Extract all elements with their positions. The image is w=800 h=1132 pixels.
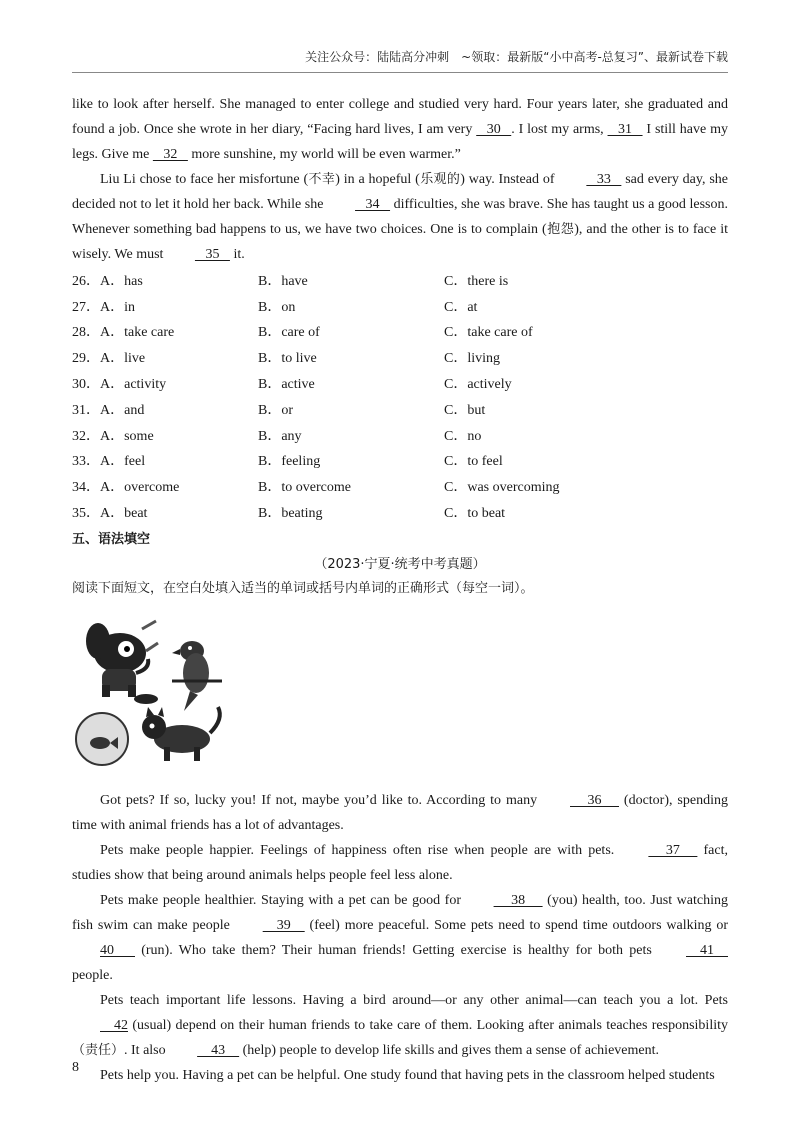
blank-40: 40 [100, 942, 135, 958]
passage2-paragraph3 [72, 888, 728, 988]
blank-37: 37 [648, 842, 698, 858]
text-run: Liu Li chose to face her misfortune ( [100, 172, 309, 187]
option-c: C．living [444, 351, 501, 367]
blank-34: 34 [355, 197, 391, 212]
text-run: (doctor), spending time with animal friends has a lot of advantages. [72, 792, 728, 833]
answer-options [72, 267, 728, 525]
option-a: 33．A．feel [72, 454, 146, 470]
passage1-paragraph2 [72, 167, 728, 267]
text-run: Pets make people healthier. Staying with a pet can be good for [100, 892, 466, 908]
text-run: it. [229, 247, 245, 262]
text-run: ) way. Instead of [460, 172, 559, 187]
option-a: 29．A．live [72, 351, 146, 367]
option-c: C．no [444, 428, 482, 444]
text-run: (usual) depend on their human friends to take care of them. Looking after animals teaches responsibility [128, 1017, 728, 1033]
option-a: 30．A．activity [72, 377, 167, 393]
option-b: B．any [258, 428, 302, 444]
text-run: (help) people to develop life skills and gives them a sense of achievement. [239, 1042, 659, 1058]
text-run: Pets teach important life lessons. Having a bird around—or any other animal—can teach you a lot. Pets [100, 992, 728, 1008]
dog-icon [86, 623, 148, 697]
blank-43: 43 [197, 1042, 240, 1058]
option-c: C．was overcoming [444, 480, 560, 496]
fishbowl-icon [76, 713, 128, 765]
text-run: more sunshine, my world will be even warmer.” [187, 147, 461, 162]
text-run: ) in a hopeful ( [335, 172, 420, 187]
option-row [72, 396, 728, 422]
passage2-paragraph4 [72, 988, 728, 1063]
pets-illustration [72, 611, 232, 771]
page-header: 关注公众号：陆陆高分冲刺 ~领取：最新版“小中高考-总复习”、最新试卷下载 [305, 50, 728, 64]
text-run: (run). Who take them? Their human friends! Getting exercise is healthy for both pets [135, 942, 658, 958]
option-a: 35．A．beat [72, 506, 148, 522]
option-c: C．but [444, 402, 486, 418]
blank-35: 35 [194, 247, 230, 262]
option-b: B．feeling [258, 454, 321, 470]
text-run: Pets help you. Having a pet can be helpful. One study found that having pets in the classroom helped students [100, 1067, 715, 1083]
option-b: B．on [258, 299, 296, 315]
text-run: sad every day, she decided not to let it hold her back. While she [72, 172, 728, 212]
option-c: C．take care of [444, 325, 533, 341]
text-run: . It also [124, 1042, 170, 1058]
header-rule [72, 72, 728, 73]
text-run: (you) health, too. Just watching fish swim can make people [72, 892, 728, 933]
text-run: Got pets? If so, lucky you! If not, maybe you’d like to. According to many [100, 792, 542, 808]
option-row [72, 473, 728, 499]
section-title: 五、语法填空 [72, 531, 151, 547]
text-run: ), and the other is to face it wisely. We must [72, 222, 728, 262]
option-a: 32．A．some [72, 428, 154, 444]
blank-33: 33 [586, 172, 622, 187]
exam-source: （2023·宁夏·统考中考真题） [314, 556, 486, 572]
option-b: B．care of [258, 325, 320, 341]
blank-32: 32 [152, 147, 188, 162]
option-row [72, 319, 728, 345]
blank-38: 38 [493, 892, 543, 908]
bowl-icon [134, 694, 158, 704]
option-row [72, 499, 728, 525]
option-row [72, 370, 728, 396]
option-row [72, 293, 728, 319]
text-run: like to look after herself. She managed to enter college and studied very hard. Four years later, she graduated and found a job. Once she wrote in her diary, “Facing hard lives, I am very [72, 97, 728, 137]
option-b: B．have [258, 273, 308, 289]
blank-31: 31 [607, 122, 643, 137]
text-run: fact, studies show that being around animals helps people feel less alone. [72, 842, 728, 883]
option-c: C．to feel [444, 454, 503, 470]
blank-30: 30 [476, 122, 512, 137]
text-run: (feel) more peaceful. Some pets need to spend time outdoors walking or [304, 917, 729, 933]
page-content [72, 92, 728, 1088]
text-run: people. [72, 967, 113, 983]
option-b: B．to overcome [258, 480, 351, 496]
option-b: B．active [258, 377, 315, 393]
blank-39: 39 [262, 917, 305, 933]
instruction-text: 阅读下面短文，在空白处填入适当的单词或括号内单词的正确形式（每空一词）。 [72, 580, 534, 596]
gloss-complain: 抱怨 [546, 222, 575, 237]
passage2-paragraph1 [72, 788, 728, 838]
text-run: I still have my legs. Give me [72, 122, 728, 162]
option-c: C．there is [444, 273, 509, 289]
blank-41: 41 [686, 942, 728, 958]
option-a: 26．A．has [72, 273, 143, 289]
blank-36: 36 [570, 792, 619, 808]
option-c: C．actively [444, 377, 512, 393]
option-c: C．to beat [444, 506, 506, 522]
passage2-paragraph2 [72, 838, 728, 888]
option-b: B．or [258, 402, 293, 418]
option-a: 31．A．and [72, 402, 145, 418]
option-a: 27．A．in [72, 299, 135, 315]
option-row [72, 448, 728, 474]
option-a: 34．A．overcome [72, 480, 180, 496]
gloss-hopeful: 乐观的 [419, 172, 461, 187]
option-b: B．beating [258, 506, 323, 522]
text-run: difficulties, she was brave. She has taught us a good lesson. Whenever something bad happens to us, we have two choices. One is to complain ( [72, 197, 728, 237]
gloss-responsibility: （责任） [72, 1042, 125, 1058]
option-a: 28．A．take care [72, 325, 175, 341]
option-row [72, 267, 728, 293]
option-row [72, 344, 728, 370]
page-number: 8 [72, 1060, 79, 1075]
passage2-paragraph5 [72, 1063, 728, 1088]
option-c: C．at [444, 299, 478, 315]
blank-42: 42 [100, 1017, 128, 1033]
gloss-misfortune: 不幸 [308, 172, 336, 187]
parrot-icon [172, 641, 222, 711]
option-row [72, 422, 728, 448]
text-run: . I lost my arms, [511, 122, 608, 137]
option-b: B．to live [258, 351, 317, 367]
cat-icon [142, 707, 220, 761]
text-run: Pets make people happier. Feelings of happiness often rise when people are with pets. [100, 842, 621, 858]
passage1-paragraph1 [72, 92, 728, 167]
